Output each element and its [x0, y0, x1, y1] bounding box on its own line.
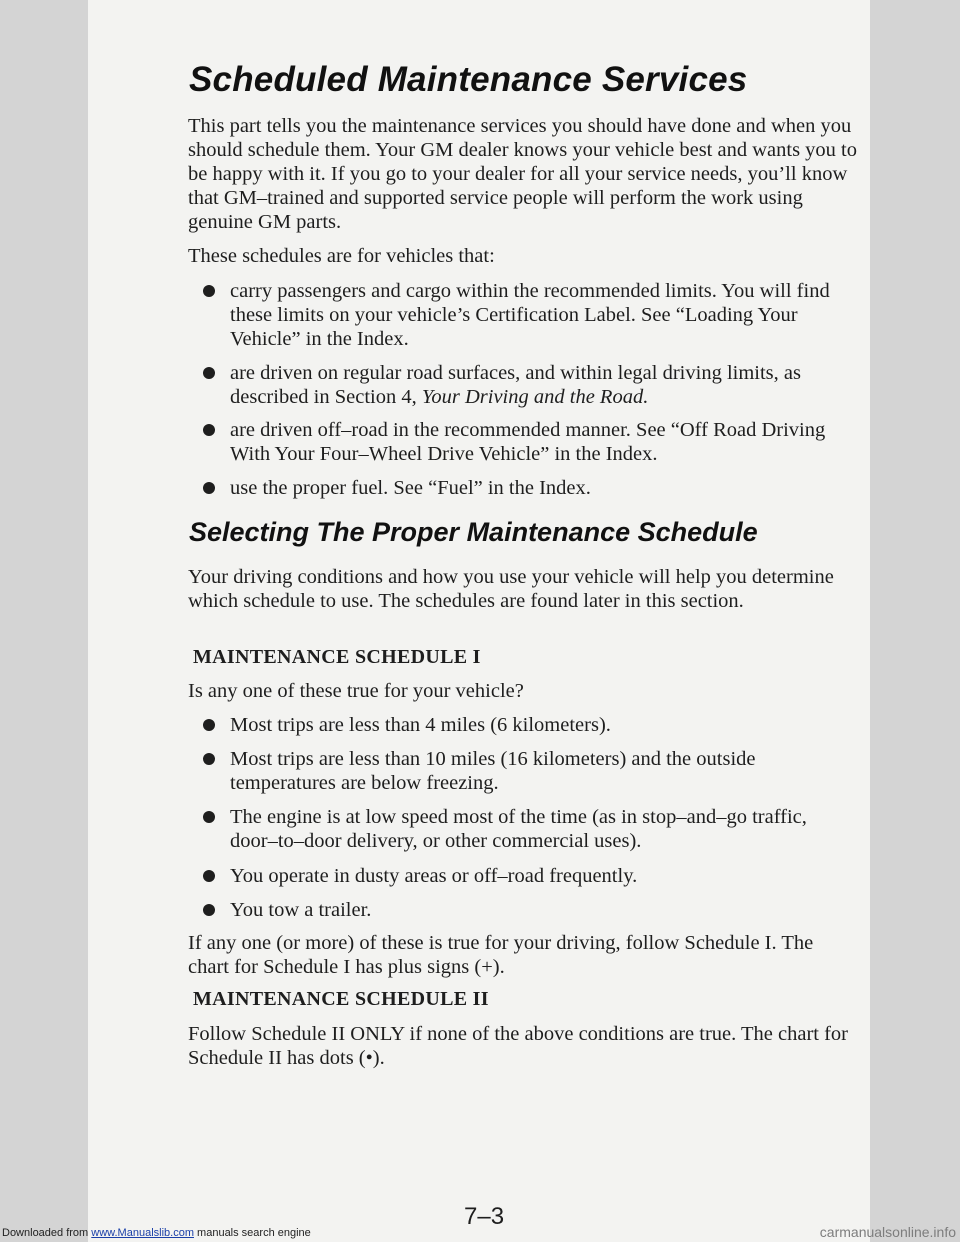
list-item: Most trips are less than 4 miles (6 kilometers). — [230, 713, 850, 737]
selecting-paragraph: Your driving conditions and how you use your vehicle will help you determine which schedule to use. The schedules are found later in this section. — [188, 566, 834, 612]
bullet-icon — [203, 719, 215, 731]
manualslib-link[interactable]: www.Manualslib.com — [91, 1227, 194, 1239]
section-title: Selecting The Proper Maintenance Schedule — [189, 517, 758, 547]
list-item: are driven off–road in the recommended manner. See “Off Road Driving With Your Four–Wheel Drive Vehicle” in the Index. — [230, 418, 850, 466]
schedule-1-follow: If any one (or more) of these is true for your driving, follow Schedule I. The chart for Schedule I has plus signs (+). — [188, 932, 814, 978]
bullet-icon — [203, 482, 215, 494]
bullet-icon — [203, 424, 215, 436]
bullet-icon — [203, 904, 215, 916]
page-number: 7–3 — [464, 1203, 505, 1230]
list-item: are driven on regular road surfaces, and within legal driving limits, as described in Section 4, Your Driving and the Road. — [230, 361, 850, 409]
bullet-icon — [203, 367, 215, 379]
bullet-icon — [203, 870, 215, 882]
schedule-2-heading: MAINTENANCE SCHEDULE II — [193, 988, 489, 1010]
schedules-for-text: These schedules are for vehicles that: — [188, 245, 495, 267]
schedule-1-heading: MAINTENANCE SCHEDULE I — [193, 646, 481, 668]
section-reference: Your Driving and the Road. — [421, 386, 649, 408]
bullet-icon — [203, 811, 215, 823]
download-footer: Downloaded from www.Manualslib.com manuals search engine — [2, 1227, 311, 1239]
bullet-icon — [203, 753, 215, 765]
list-item: carry passengers and cargo within the recommended limits. You will find these limits on your vehicle’s Certification Label. See “Loading Your Vehicle” in the Index. — [230, 279, 850, 351]
bullet-icon — [203, 285, 215, 297]
page-title: Scheduled Maintenance Services — [189, 60, 748, 99]
list-item: You tow a trailer. — [230, 898, 850, 922]
list-item: The engine is at low speed most of the time (as in stop–and–go traffic, door–to–door delivery, or other commercial uses). — [230, 805, 850, 853]
intro-paragraph: This part tells you the maintenance services you should have done and when you should schedule them. Your GM dealer knows your vehicle best and wants you to be happy with it. If you go to your dealer for all your service needs, you’ll know that GM–trained and supported service people will perform the work using genuine GM parts. — [188, 115, 857, 233]
list-item: You operate in dusty areas or off–road frequently. — [230, 864, 850, 888]
watermark: carmanualsonline.info — [819, 1224, 956, 1240]
list-item: Most trips are less than 10 miles (16 kilometers) and the outside temperatures are below freezing. — [230, 747, 850, 795]
schedule-1-question: Is any one of these true for your vehicle? — [188, 680, 524, 702]
list-item: use the proper fuel. See “Fuel” in the Index. — [230, 476, 850, 500]
schedule-2-paragraph: Follow Schedule II ONLY if none of the above conditions are true. The chart for Schedule II has dots (•). — [188, 1023, 849, 1069]
